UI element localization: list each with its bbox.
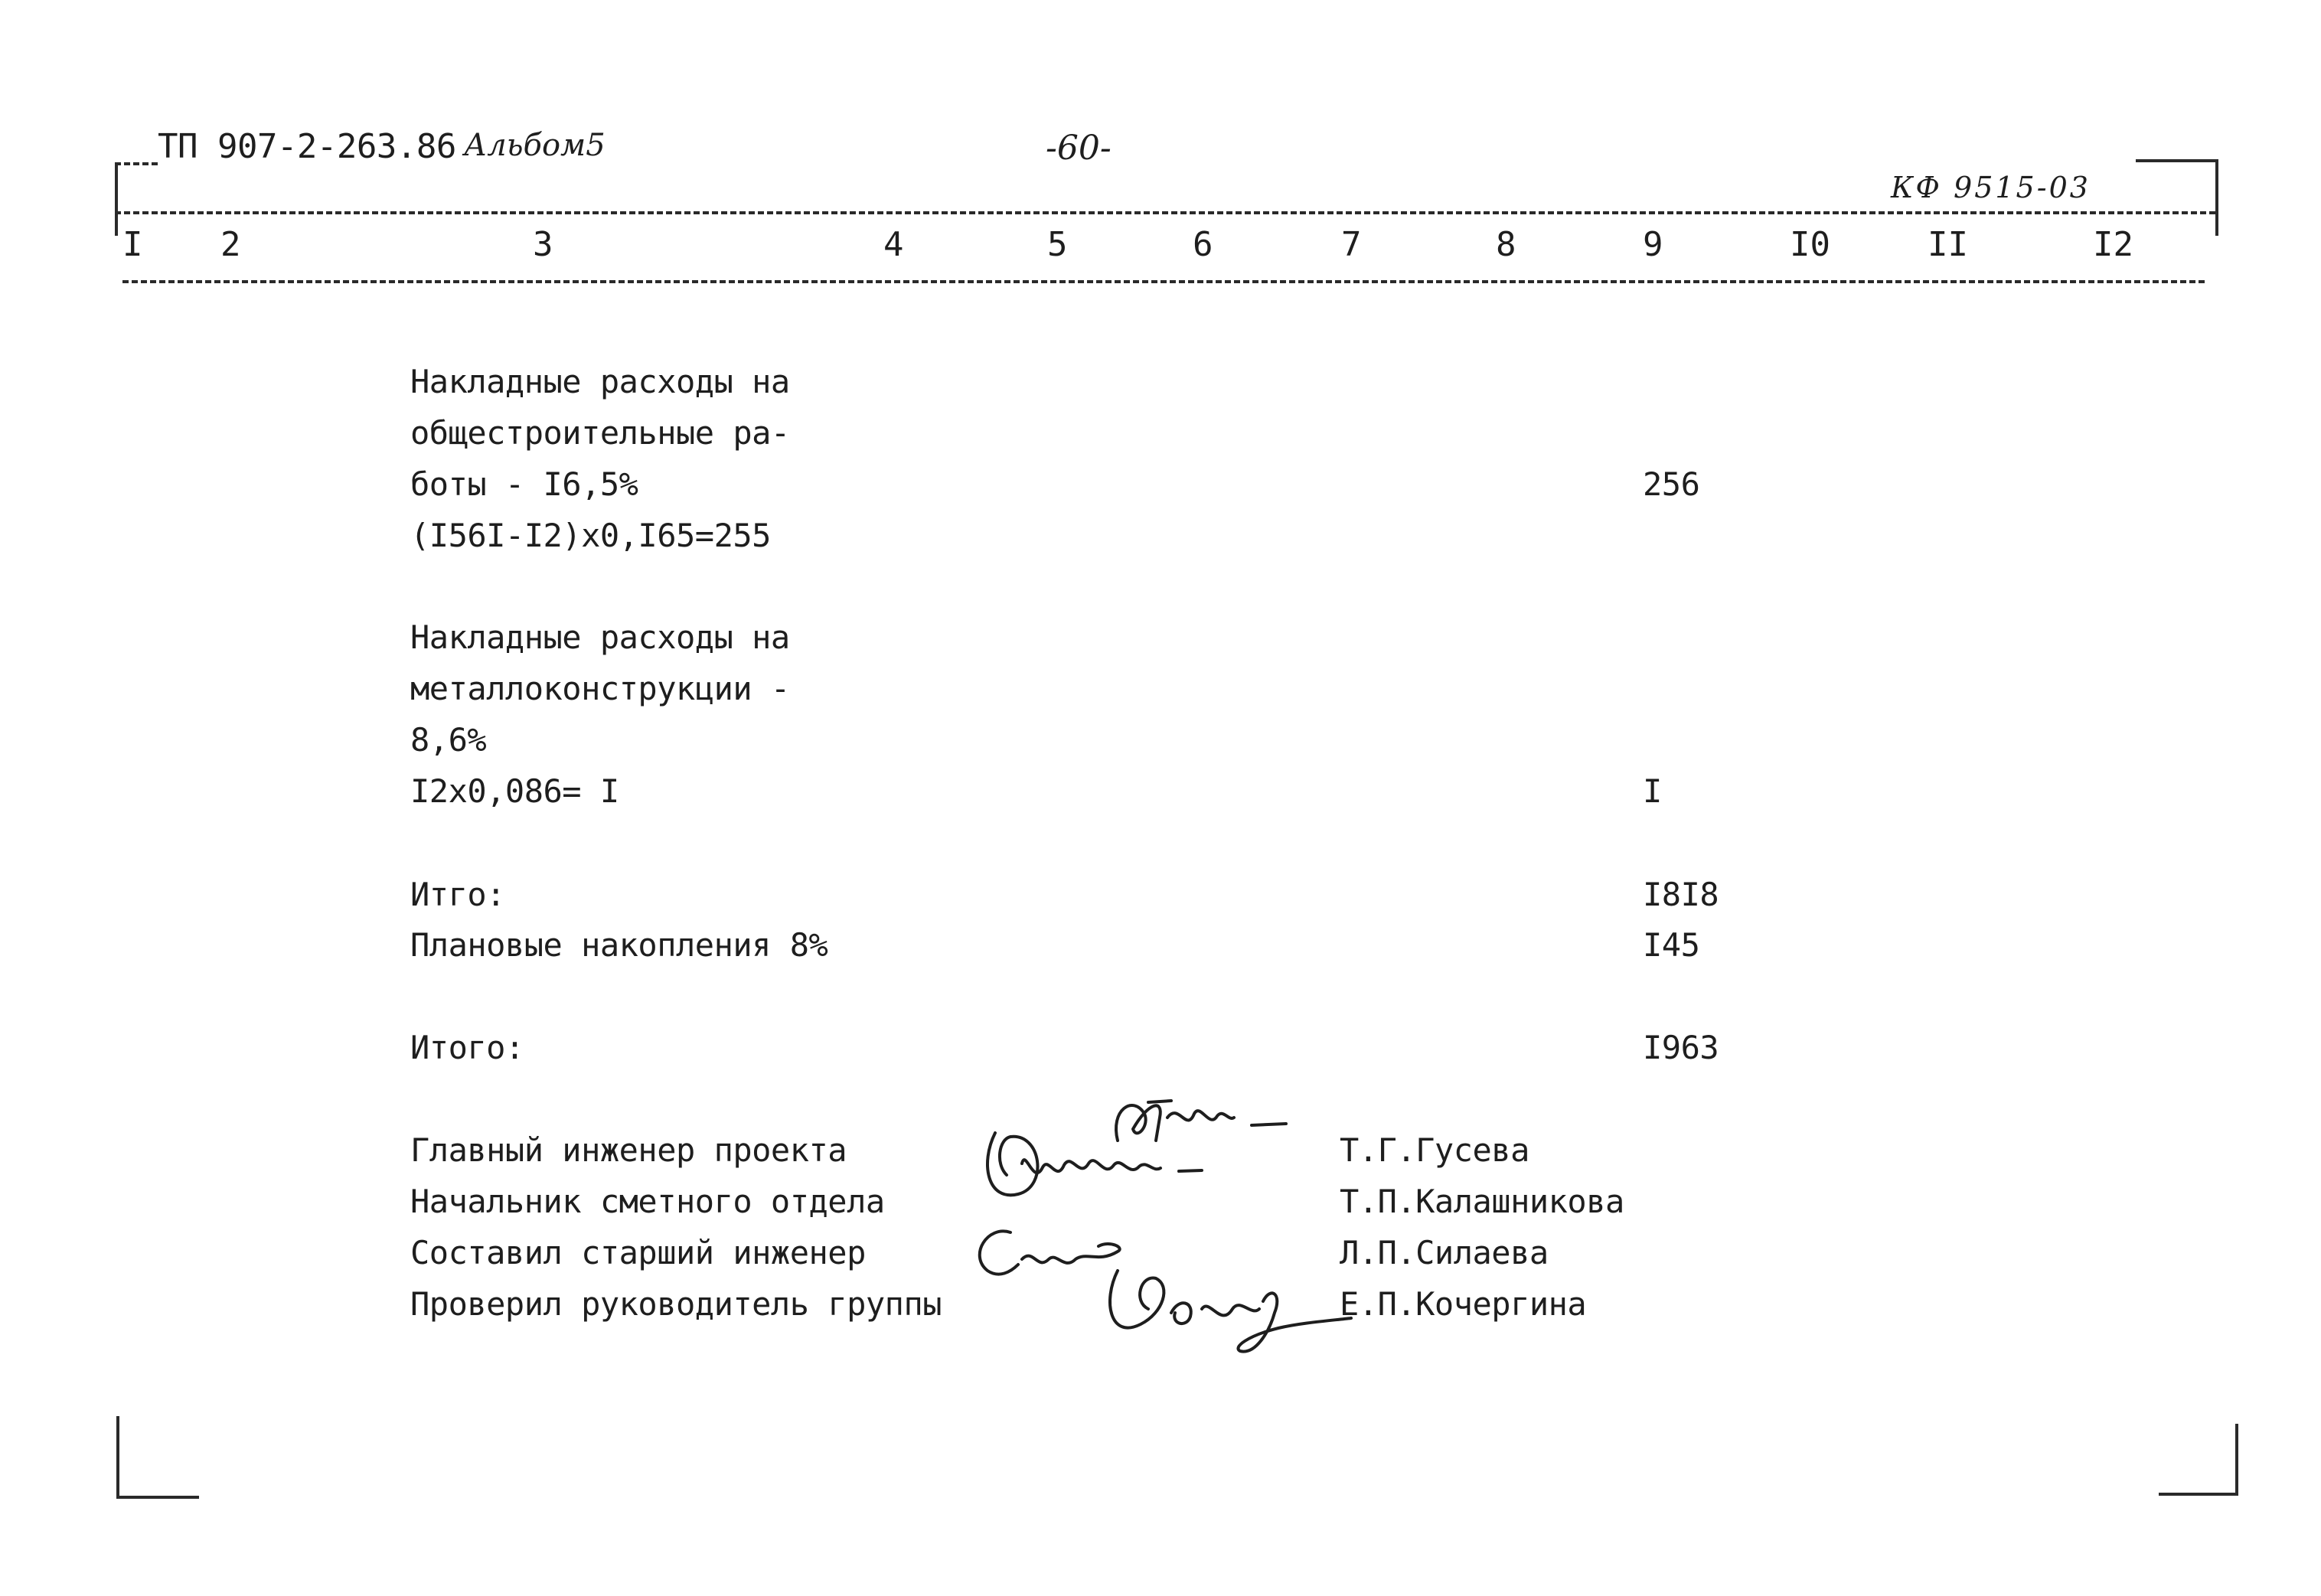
row2-line1: Накладные расходы на <box>410 618 790 656</box>
signature-role-2: Начальник сметного отдела <box>410 1183 885 1220</box>
col-8: 8 <box>1496 225 1516 264</box>
signature-name-2: Т.П.Калашникова <box>1340 1183 1624 1220</box>
col-5: 5 <box>1047 225 1068 264</box>
row2-line3: 8,6% <box>410 721 487 759</box>
frame-corner-right-horizontal <box>2159 1493 2238 1496</box>
row1-line2: общестроительные ра- <box>410 414 790 452</box>
frame-corner-right-vertical <box>2235 1424 2238 1496</box>
header-right-border <box>2215 159 2218 236</box>
subtotal-label: Итго: <box>410 876 505 913</box>
col-12: I2 <box>2093 225 2133 264</box>
header-top-right-rule <box>2136 159 2217 162</box>
col-3: 3 <box>533 225 553 264</box>
sheet-code: КФ 9515-03 <box>1891 171 2091 204</box>
frame-corner-left-horizontal <box>116 1496 199 1499</box>
col-1: I <box>122 225 143 264</box>
page-number: -60- <box>1046 129 1112 168</box>
album-label: Альбом5 <box>464 128 606 163</box>
signature-name-4: Е.П.Кочергина <box>1340 1285 1587 1323</box>
row2-value: I <box>1643 772 1662 810</box>
signature-role-3: Составил старший инженер <box>410 1234 866 1271</box>
total-label: Итого: <box>410 1029 524 1066</box>
handwritten-signature-4 <box>1087 1255 1363 1370</box>
signature-role-4: Проверил руководитель группы <box>410 1285 942 1323</box>
col-9: 9 <box>1643 225 1663 264</box>
row1-line1: Накладные расходы на <box>410 363 790 400</box>
col-11: II <box>1928 225 1968 264</box>
frame-corner-left-vertical <box>116 1416 119 1499</box>
header-left-border <box>115 162 118 236</box>
header-top-left-rule <box>115 162 158 165</box>
col-7: 7 <box>1341 225 1362 264</box>
col-2: 2 <box>220 225 241 264</box>
signature-name-1: Т.Г.Гусева <box>1340 1131 1529 1169</box>
subtotal-value: I8I8 <box>1643 876 1719 913</box>
signature-name-3: Л.П.Силаева <box>1340 1234 1549 1271</box>
row1-line4: (I56I-I2)x0,I65=255 <box>410 517 771 554</box>
row1-value: 256 <box>1643 465 1700 503</box>
col-10: I0 <box>1790 225 1830 264</box>
total-value: I963 <box>1643 1029 1719 1066</box>
doc-code: ТП 907-2-263.86 <box>158 127 456 166</box>
header-rule-1 <box>115 211 2215 214</box>
col-4: 4 <box>883 225 904 264</box>
row2-line2: металлоконструкции - <box>410 670 790 707</box>
row2-line4: I2x0,086= I <box>410 772 619 810</box>
handwritten-signature-2 <box>972 1118 1240 1209</box>
accumulation-value: I45 <box>1643 926 1700 964</box>
row1-line3: боты - I6,5% <box>410 465 638 503</box>
signature-role-1: Главный инженер проекта <box>410 1131 847 1169</box>
col-6: 6 <box>1193 225 1213 264</box>
header-rule-2 <box>122 280 2205 283</box>
accumulation-label: Плановые накопления 8% <box>410 926 828 964</box>
